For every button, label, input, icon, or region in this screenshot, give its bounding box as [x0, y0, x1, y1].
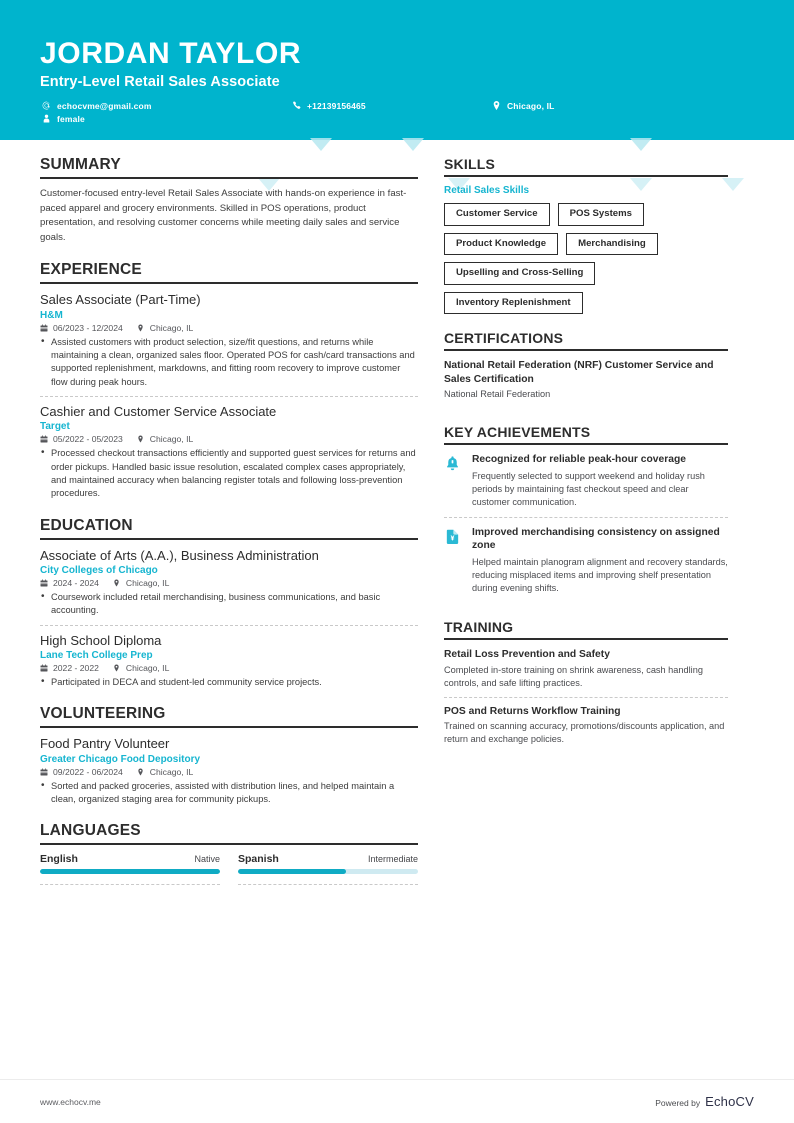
person-icon: [40, 114, 53, 123]
volunteering-entry: [40, 736, 418, 806]
section-languages: [40, 822, 418, 885]
experience-company: Target: [40, 421, 70, 433]
training-item: [444, 705, 728, 753]
candidate-name: JORDAN TAYLOR: [40, 37, 302, 70]
experience-location: [137, 434, 193, 444]
education-dates-text: 2022 - 2022: [53, 663, 99, 674]
section-certifications: [444, 330, 728, 408]
contact-details: [40, 101, 794, 124]
experience-bullets: [40, 447, 418, 501]
experience-dates-text: 06/2023 - 12/2024: [53, 322, 123, 333]
education-dates: [40, 578, 99, 588]
language-item: [238, 853, 418, 885]
achievement-desc: Helped maintain planogram alignment and recovery standards, reducing misplaced items and improving shelf presentation during evening shifts.: [472, 556, 728, 594]
resume-body: [0, 140, 794, 901]
achievement-body: [472, 453, 728, 509]
certifications-heading: CERTIFICATIONS: [444, 330, 728, 351]
volunteering-org: Greater Chicago Food Depository: [40, 753, 201, 765]
contact-location-text: Chicago, IL: [507, 100, 555, 111]
map-pin-icon: [490, 101, 503, 110]
skills-chip-list: [444, 203, 728, 314]
volunteering-meta: [40, 767, 418, 777]
volunteering-heading: VOLUNTEERING: [40, 705, 418, 728]
education-bullets: [40, 591, 418, 618]
education-location-text: Chicago, IL: [125, 578, 170, 589]
bell-icon: [444, 453, 463, 509]
brand-name: EchoCV: [705, 1094, 754, 1109]
resume-header: [0, 0, 794, 140]
section-achievements: [444, 424, 728, 603]
experience-role: Cashier and Customer Service Associate: [40, 404, 277, 420]
left-column: [40, 156, 444, 901]
contact-email[interactable]: [40, 101, 290, 111]
achievement-title: Improved merchandising consistency on assigned zone: [472, 527, 720, 552]
certification-name: National Retail Federation (NRF) Customer Service and Sales Certification: [444, 360, 714, 385]
volunteering-location-text: Chicago, IL: [149, 766, 194, 777]
section-experience: [40, 261, 418, 501]
training-name: POS and Returns Workflow Training: [444, 705, 621, 717]
volunteering-bullets: [40, 780, 418, 807]
language-header: [40, 853, 220, 865]
experience-entry: [40, 404, 418, 501]
education-meta: [40, 578, 418, 588]
skill-chip: POS Systems: [558, 203, 644, 226]
experience-entry: [40, 292, 418, 397]
contact-phone-text: +12139156465: [307, 100, 366, 111]
bullet-item: • Assisted customers with product selection, size/fit questions, and returns while maintaining a clean, organized sales floor. Operated POS for cash/card transactions and supported replenishment, markdowns, and fitting room recovery to improve customer flow during peak hours.: [40, 336, 418, 390]
certification-issuer: National Retail Federation: [444, 389, 551, 400]
contact-gender-text: female: [57, 113, 85, 124]
map-pin-icon: [137, 324, 146, 332]
achievements-heading: KEY ACHIEVEMENTS: [444, 424, 728, 445]
experience-dates: [40, 434, 123, 444]
contact-row-2: [40, 114, 794, 124]
education-location: [113, 663, 169, 673]
phone-icon: [290, 101, 303, 110]
contact-location: [490, 101, 690, 111]
education-location-text: Chicago, IL: [125, 663, 170, 674]
training-item: [444, 648, 728, 697]
skill-chip: Merchandising: [566, 233, 658, 256]
bullet-item: • Coursework included retail merchandising, business communications, and basic accounting.: [40, 591, 418, 618]
language-name: English: [40, 853, 78, 866]
skills-group-name: Retail Sales Skills: [444, 185, 530, 196]
training-desc-clipped: [444, 720, 728, 746]
education-location: [113, 578, 169, 588]
languages-grid: [40, 853, 418, 885]
achievement-title: Recognized for reliable peak-hour coverage: [472, 454, 687, 466]
experience-meta: [40, 434, 418, 444]
calendar-icon: [40, 768, 49, 776]
section-summary: [40, 156, 418, 245]
divider: [238, 884, 418, 885]
language-proficiency-bar: [238, 869, 418, 874]
footer-branding: [655, 1094, 754, 1109]
education-bullets: [40, 676, 418, 689]
achievement-body: [472, 526, 728, 595]
experience-location-text: Chicago, IL: [149, 434, 194, 445]
education-dates: [40, 663, 99, 673]
section-skills: [444, 156, 728, 314]
experience-meta: [40, 323, 418, 333]
education-dates-text: 2024 - 2024: [53, 578, 99, 589]
skill-chip: Product Knowledge: [444, 233, 558, 256]
language-name: Spanish: [238, 853, 279, 866]
map-pin-icon: [113, 664, 122, 672]
language-item: [40, 853, 220, 885]
candidate-job-title: Entry-Level Retail Sales Associate: [40, 73, 280, 90]
education-degree: Associate of Arts (A.A.), Business Administration: [40, 547, 319, 563]
achievement-desc: Frequently selected to support weekend and holiday rush periods by maintaining fast checkout speed and clear customer communication.: [472, 470, 705, 507]
experience-location: [137, 323, 193, 333]
education-entry: [40, 633, 418, 690]
language-header: [238, 853, 418, 865]
map-pin-icon: [137, 768, 146, 776]
calendar-icon: [40, 324, 49, 332]
volunteering-dates: [40, 767, 123, 777]
achievement-item: [444, 526, 728, 603]
summary-heading: SUMMARY: [40, 156, 418, 179]
calendar-icon: [40, 664, 49, 672]
language-level: Native: [194, 854, 220, 865]
education-meta: [40, 663, 418, 673]
map-pin-icon: [113, 579, 122, 587]
summary-text: Customer-focused entry-level Retail Sales Associate with hands-on experience in fast-paced apparel and grocery environments. Skilled in POS operations, product presentation, and resolving customer concerns while meeting daily sales and service goals.: [40, 188, 407, 243]
education-entry: [40, 548, 418, 626]
volunteering-role: Food Pantry Volunteer: [40, 736, 170, 752]
volunteering-dates-text: 09/2022 - 06/2024: [53, 766, 123, 777]
language-proficiency-bar: [40, 869, 220, 874]
language-level: Intermediate: [367, 854, 418, 865]
contact-gender: [40, 114, 290, 124]
training-desc: Trained on scanning accuracy, promotions/discounts application, and return and exchange policies.: [444, 721, 725, 745]
certification-item: [444, 359, 728, 408]
bullet-item: • Sorted and packed groceries, assisted with distribution lines, and helped maintain a clean, organized staging area for community pickups.: [40, 780, 418, 807]
experience-company: H&M: [40, 309, 63, 321]
contact-phone[interactable]: [290, 101, 490, 111]
experience-dates: [40, 323, 123, 333]
footer-url[interactable]: www.echocv.me: [40, 1096, 101, 1107]
document-icon: [444, 526, 463, 595]
contact-row-1: [40, 101, 794, 111]
volunteering-location: [137, 767, 193, 777]
calendar-icon: [40, 435, 49, 443]
bullet-item: • Participated in DECA and student-led community service projects.: [40, 676, 418, 689]
skills-heading: SKILLS: [444, 156, 728, 177]
training-name: Retail Loss Prevention and Safety: [444, 649, 610, 661]
section-volunteering: [40, 705, 418, 806]
education-heading: EDUCATION: [40, 517, 418, 540]
skill-chip: Inventory Replenishment: [444, 292, 583, 315]
experience-bullets: [40, 336, 418, 390]
experience-dates-text: 05/2022 - 05/2023: [53, 434, 123, 445]
education-school: Lane Tech College Prep: [40, 650, 153, 662]
powered-by-label: Powered by: [655, 1098, 701, 1108]
calendar-icon: [40, 579, 49, 587]
bullet-item: • Processed checkout transactions efficiently and supported guest services for returns and order pickups. Handled basic issue resolution, escalated complex cases appropriately, and maintained accuracy when balancing register totals and following loss-prevention procedures.: [40, 447, 418, 501]
training-desc: Completed in-store training on shrink awareness, cash handling controls, and safe lifting practices.: [444, 664, 703, 688]
skill-chip: Upselling and Cross-Selling: [444, 262, 595, 285]
achievement-item: [444, 453, 728, 518]
language-proficiency-fill: [40, 869, 220, 874]
resume-footer: [0, 1079, 794, 1123]
experience-location-text: Chicago, IL: [149, 322, 194, 333]
map-pin-icon: [137, 435, 146, 443]
education-degree: High School Diploma: [40, 632, 162, 648]
right-column: [444, 156, 728, 769]
contact-email-text: echocvme@gmail.com: [57, 100, 152, 111]
skill-chip: Customer Service: [444, 203, 550, 226]
education-school: City Colleges of Chicago: [40, 565, 158, 577]
section-education: [40, 517, 418, 690]
languages-heading: LANGUAGES: [40, 822, 418, 845]
experience-role: Sales Associate (Part-Time): [40, 292, 201, 308]
training-heading: TRAINING: [444, 619, 728, 640]
language-proficiency-fill: [238, 869, 346, 874]
section-training: [444, 619, 728, 753]
divider: [40, 884, 220, 885]
experience-heading: EXPERIENCE: [40, 261, 418, 284]
at-icon: [40, 101, 53, 110]
